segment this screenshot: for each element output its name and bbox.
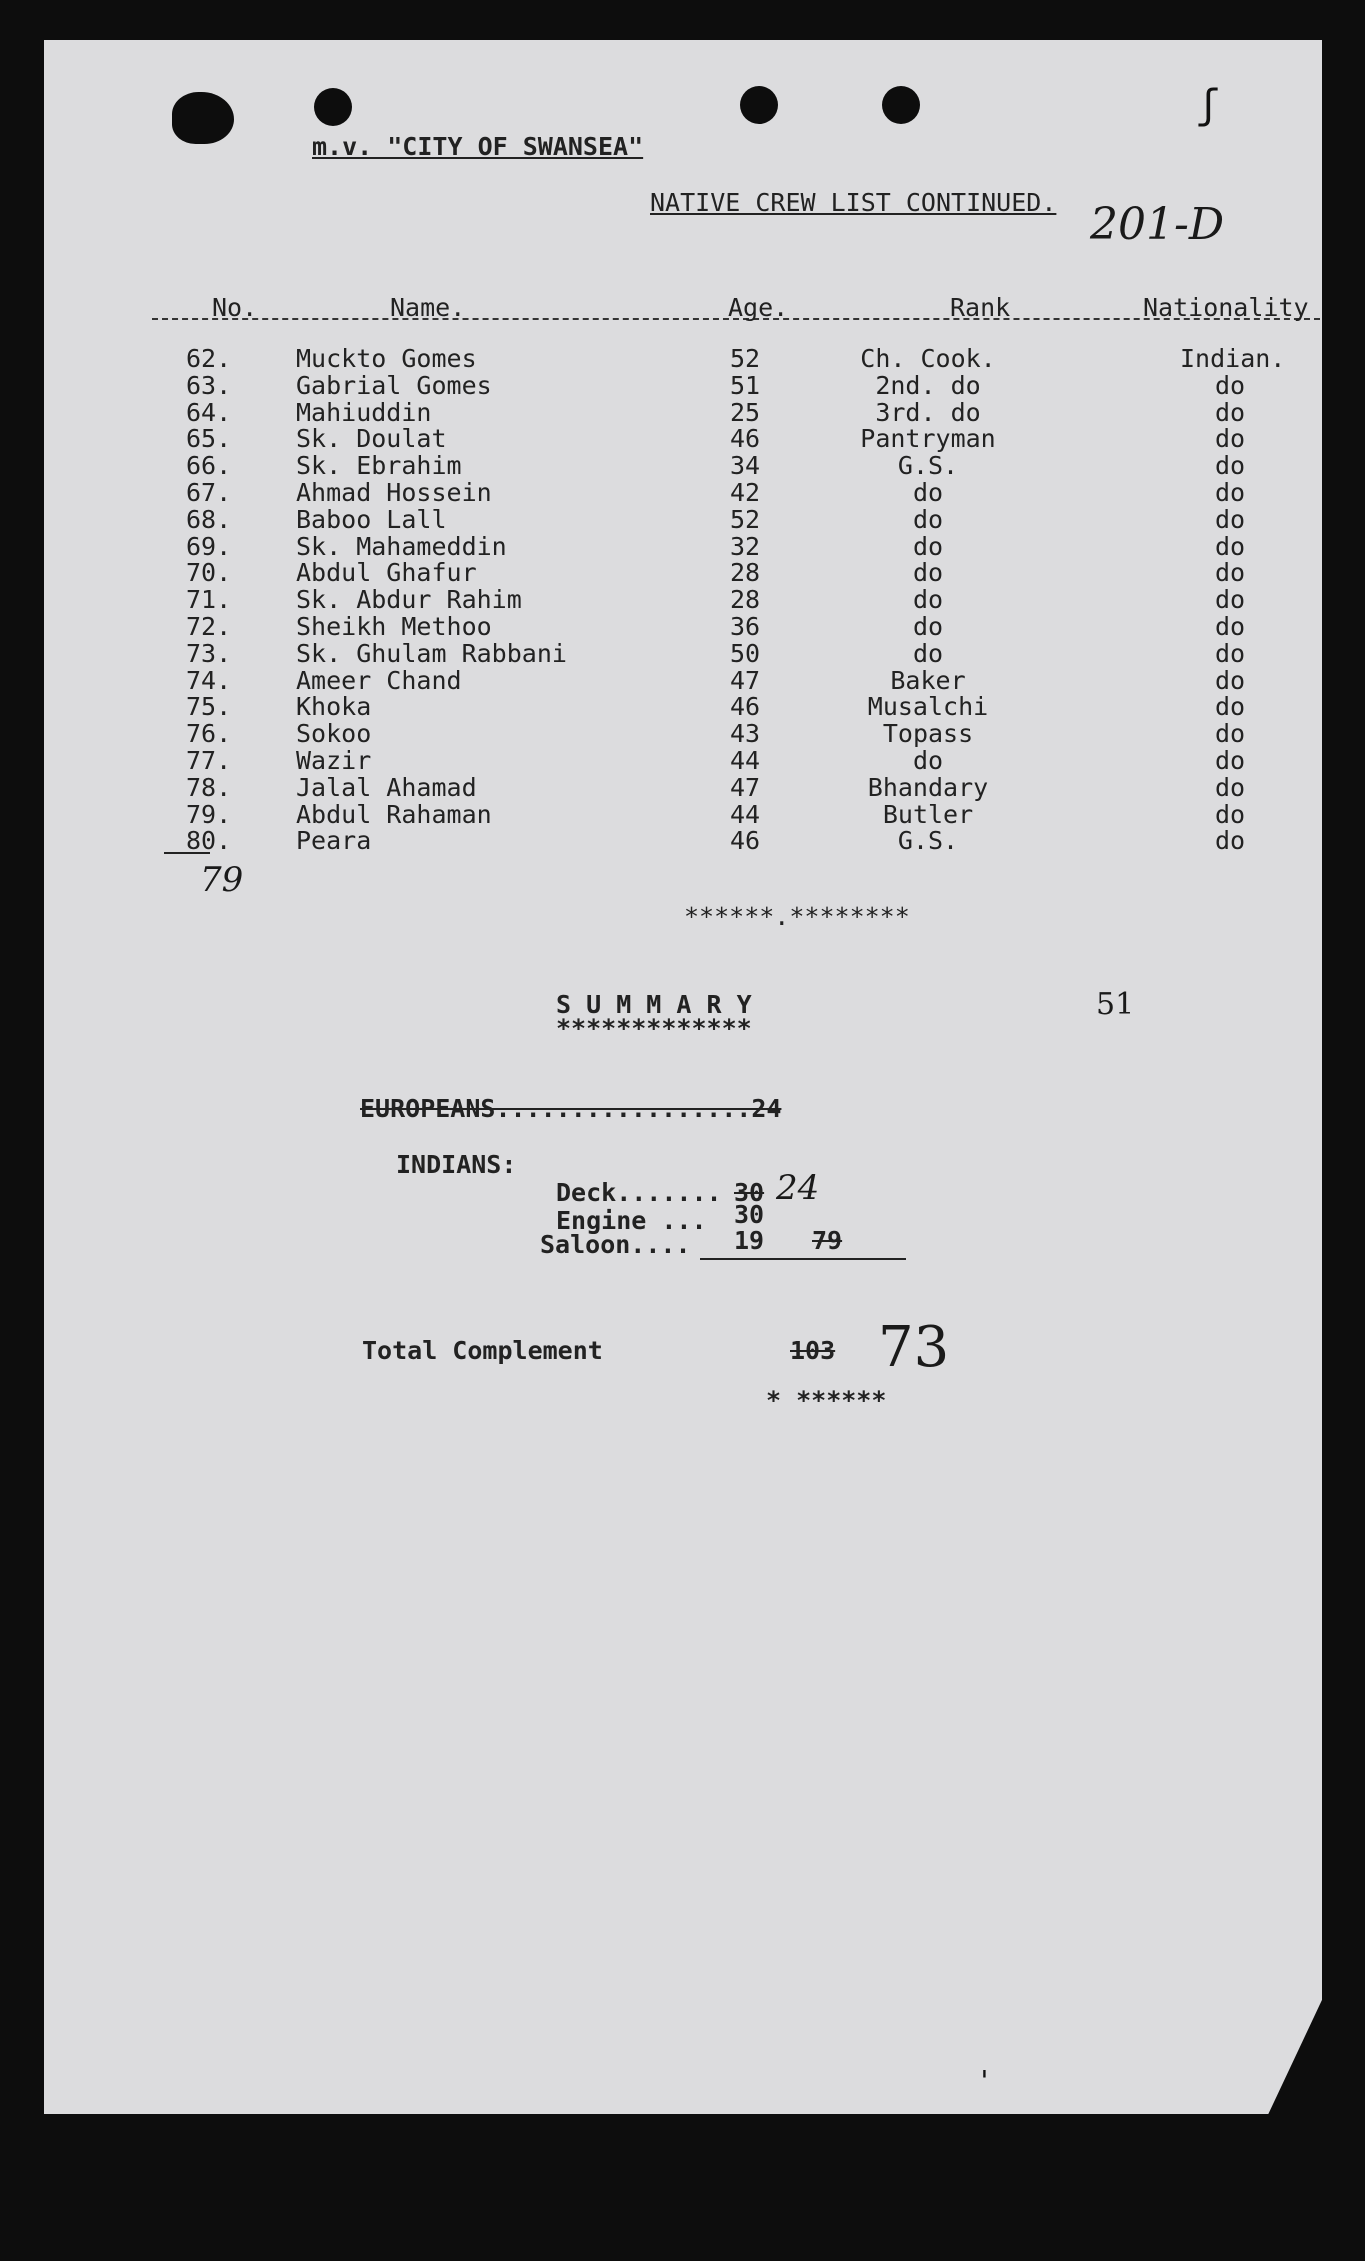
- deck-label: Deck.......: [556, 1178, 722, 1207]
- engine-label: Engine ...: [556, 1206, 707, 1235]
- crew-rank: G.S.: [897, 451, 959, 481]
- crew-rank: Baker: [890, 665, 966, 695]
- crew-nationality: do: [1214, 692, 1246, 722]
- crew-age: 43: [730, 719, 761, 749]
- crew-rank: do: [912, 504, 944, 534]
- crew-age: 47: [730, 772, 761, 802]
- crew-nationality: do: [1214, 504, 1246, 534]
- crew-age: 34: [730, 451, 761, 481]
- crew-nationality: do: [1214, 719, 1246, 749]
- crew-no: 80.: [186, 826, 232, 856]
- crew-age: 28: [730, 585, 761, 615]
- crew-rank: Butler: [882, 799, 974, 829]
- crew-no: 75.: [186, 692, 232, 722]
- total-label: Total Complement: [362, 1336, 603, 1365]
- crew-name: Jalal Ahamad: [296, 772, 477, 802]
- crew-nationality: do: [1214, 665, 1246, 695]
- crew-age: 36: [730, 612, 761, 641]
- crew-age: 42: [730, 478, 761, 507]
- punch-hole: [314, 88, 352, 126]
- punch-hole: [740, 86, 778, 124]
- engine-value: 30: [734, 1200, 765, 1229]
- crew-nationality: do: [1214, 612, 1246, 641]
- page-note: 51: [1096, 987, 1135, 1022]
- crew-rank: do: [912, 531, 944, 561]
- crew-rank: Bhandary: [867, 772, 989, 802]
- crew-no: 76.: [186, 719, 232, 749]
- summary-underline: *************: [556, 1014, 752, 1043]
- crew-name: Sokoo: [296, 719, 372, 749]
- crew-name: Mahiuddin: [296, 397, 432, 427]
- crew-rank: G.S.: [897, 826, 959, 856]
- crew-name: Muckto Gomes: [296, 344, 477, 373]
- crew-rank: Pantryman: [860, 424, 996, 454]
- crew-no: 66.: [186, 451, 232, 481]
- crew-age: 25: [730, 397, 761, 427]
- number-strike-line: [164, 852, 210, 854]
- crew-no: 63.: [186, 370, 232, 400]
- crew-nationality: do: [1214, 638, 1246, 668]
- total-hand: 73: [878, 1315, 950, 1380]
- crew-age: 46: [730, 692, 761, 722]
- crew-nationality: do: [1214, 424, 1246, 454]
- crew-no: 69.: [186, 531, 232, 561]
- punch-hole: [882, 86, 920, 124]
- crew-name: Peara: [296, 826, 372, 856]
- crew-nationality: do: [1214, 478, 1246, 507]
- crew-rank: Musalchi: [867, 692, 989, 722]
- crew-age: 52: [730, 344, 761, 373]
- crew-name: Sk. Ghulam Rabbani: [296, 638, 567, 668]
- crew-name: Sk. Doulat: [296, 424, 447, 454]
- ship-name: m.v. "CITY OF SWANSEA": [312, 132, 644, 161]
- saloon-value: 19: [734, 1226, 765, 1255]
- col-nationality: Nationality: [1143, 293, 1309, 322]
- crew-no: 73.: [186, 638, 232, 668]
- crew-age: 47: [730, 665, 761, 695]
- separator-stars: ******.********: [684, 902, 910, 931]
- crew-name: Abdul Ghafur: [296, 558, 477, 588]
- crew-name: Sk. Mahameddin: [296, 531, 507, 561]
- crew-name: Abdul Rahaman: [296, 799, 492, 829]
- crew-rank: Topass: [882, 719, 974, 749]
- crew-nationality: do: [1214, 451, 1246, 481]
- crew-age: 52: [730, 504, 761, 534]
- crew-no: 62.: [186, 344, 232, 373]
- col-no: No.: [212, 293, 258, 322]
- crew-nationality: do: [1214, 531, 1246, 561]
- reference-mark: 201-D: [1090, 199, 1225, 250]
- crew-name: Sheikh Methoo: [296, 612, 492, 641]
- crew-age: 32: [730, 531, 761, 561]
- crew-rank: do: [912, 746, 944, 775]
- crew-rank: Ch. Cook.: [860, 344, 996, 373]
- crew-age: 46: [730, 424, 761, 454]
- crew-no: 72.: [186, 612, 232, 641]
- crew-nationality: do: [1214, 746, 1246, 775]
- col-name: Name.: [390, 293, 466, 322]
- crew-no: 67.: [186, 478, 232, 507]
- crew-rank: do: [912, 558, 944, 588]
- crew-rank: 3rd. do: [875, 397, 981, 427]
- crew-age: 44: [730, 746, 761, 775]
- stray-mark: ': [976, 2064, 993, 2097]
- crew-no: 68.: [186, 504, 232, 534]
- saloon-struck: 79: [812, 1226, 843, 1255]
- crew-no: 79.: [186, 799, 232, 829]
- crew-nationality: do: [1214, 558, 1246, 588]
- crew-rank: do: [912, 638, 944, 668]
- crew-nationality: Indian.: [1180, 344, 1286, 373]
- crew-name: Ahmad Hossein: [296, 478, 492, 507]
- crew-rank: do: [912, 478, 944, 507]
- col-age: Age.: [728, 293, 789, 322]
- crew-nationality: do: [1214, 772, 1246, 802]
- crew-name: Baboo Lall: [296, 504, 447, 534]
- summary-title: S U M M A R Y: [556, 990, 752, 1019]
- crew-no: 70.: [186, 558, 232, 588]
- crew-no: 74.: [186, 665, 232, 695]
- crew-name: Ameer Chand: [296, 665, 462, 695]
- document-page: [44, 40, 1322, 2114]
- crew-age: 28: [730, 558, 761, 588]
- crew-nationality: do: [1214, 370, 1246, 400]
- crew-age: 50: [730, 638, 761, 668]
- crew-no: 77.: [186, 746, 232, 775]
- list-title: NATIVE CREW LIST CONTINUED.: [650, 188, 1057, 217]
- stray-mark: ʃ: [1196, 82, 1221, 128]
- crew-no: 71.: [186, 585, 232, 615]
- crew-name: Khoka: [296, 692, 372, 722]
- total-typed: 103: [790, 1336, 836, 1365]
- crew-no: 65.: [186, 424, 232, 454]
- crew-no: 64.: [186, 397, 232, 427]
- crew-name: Sk. Abdur Rahim: [296, 585, 522, 615]
- crew-rank: do: [912, 585, 944, 615]
- handwritten-count: 79: [200, 860, 244, 900]
- crew-age: 46: [730, 826, 761, 856]
- crew-name: Wazir: [296, 746, 372, 775]
- crew-age: 44: [730, 799, 761, 829]
- end-stars: * ******: [766, 1386, 887, 1415]
- crew-rank: do: [912, 612, 944, 641]
- col-rank: Rank: [950, 293, 1011, 322]
- crew-nationality: do: [1214, 799, 1246, 829]
- crew-nationality: do: [1214, 585, 1246, 615]
- crew-rank: 2nd. do: [875, 370, 981, 400]
- crew-name: Sk. Ebrahim: [296, 451, 462, 481]
- europeans-line: EUROPEANS.................24: [360, 1094, 782, 1123]
- crew-age: 51: [730, 370, 761, 400]
- crew-nationality: do: [1214, 397, 1246, 427]
- subtotal-rule: [700, 1258, 906, 1260]
- indians-label: INDIANS:: [396, 1150, 517, 1179]
- punch-hole: [172, 92, 234, 144]
- deck-typed: 30: [734, 1178, 765, 1207]
- saloon-label: Saloon....: [540, 1230, 691, 1259]
- deck-hand: 24: [776, 1168, 820, 1208]
- crew-name: Gabrial Gomes: [296, 370, 492, 400]
- crew-no: 78.: [186, 772, 232, 802]
- crew-nationality: do: [1214, 826, 1246, 856]
